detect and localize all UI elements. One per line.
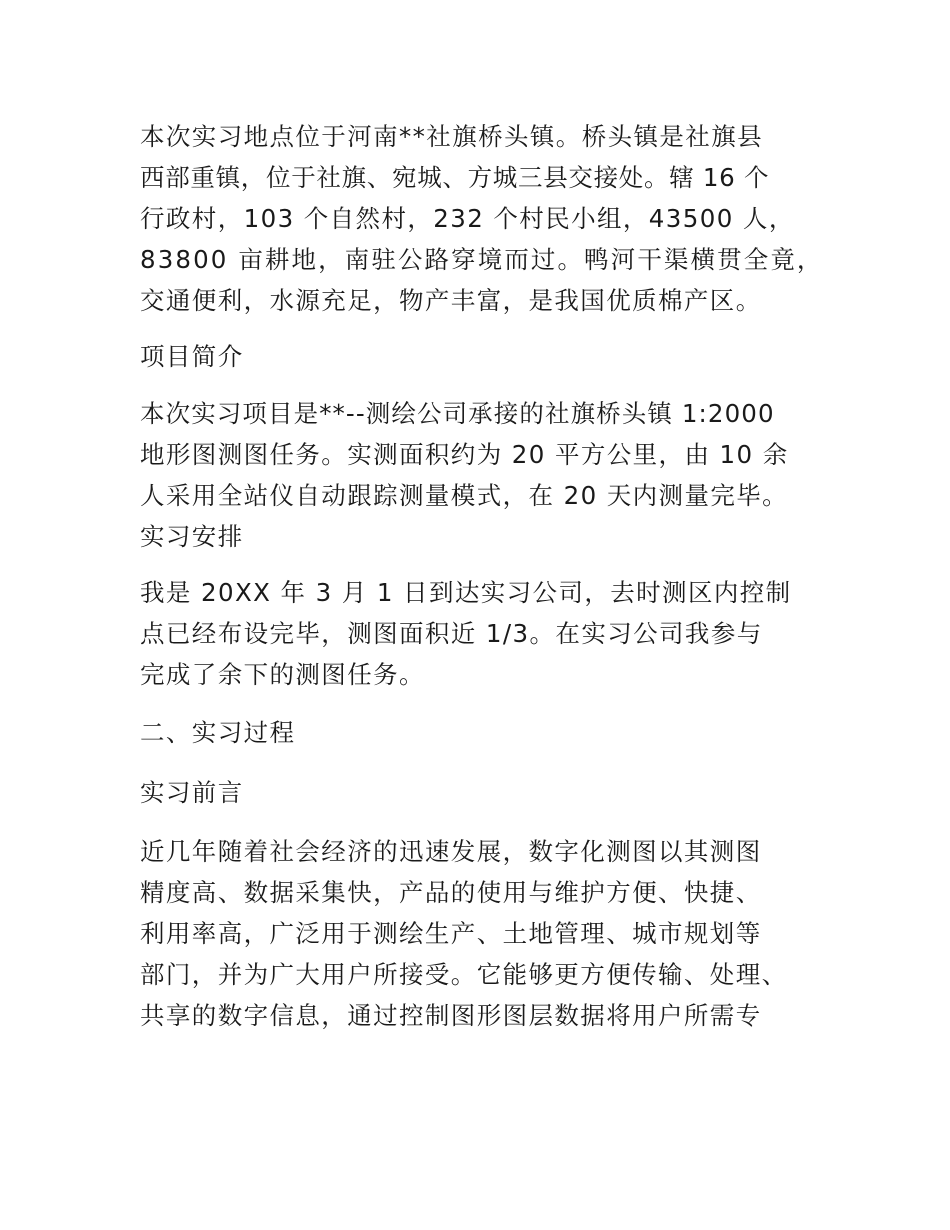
section-heading: 实习前言 (140, 778, 244, 807)
section-heading: 项目简介 (140, 342, 244, 371)
text-line: 点已经布设完毕，测图面积近 1/3。在实习公司我参与 (140, 619, 763, 648)
heading-process (140, 712, 830, 753)
text-line: 行政村，103 个自然村，232 个村民小组，43500 人， (140, 204, 795, 233)
section-heading: 二、实习过程 (140, 718, 296, 747)
text-line: 83800 亩耕地，南驻公路穿境而过。鸭河干渠横贯全竟， (140, 245, 824, 274)
text-line: 人采用全站仪自动跟踪测量模式，在 20 天内测量完毕。 (140, 481, 789, 510)
text-line: 完成了余下的测图任务。 (140, 660, 425, 689)
paragraph-intro-location (140, 116, 830, 321)
heading-project-intro (140, 336, 830, 377)
text-line: 西部重镇，位于社旗、宛城、方城三县交接处。辖 16 个 (140, 163, 770, 192)
text-line: 我是 20XX 年 3 月 1 日到达实习公司，去时测区内控制 (140, 578, 792, 607)
paragraph-preface (140, 831, 830, 1036)
text-line: 精度高、数据采集快，产品的使用与维护方便、快捷、 (140, 878, 762, 907)
text-line: 部门，并为广大用户所接受。它能够更方便传输、处理、 (140, 960, 788, 989)
heading-preface (140, 772, 830, 813)
paragraph-arrangement (140, 572, 830, 695)
document-page (140, 116, 830, 1036)
text-line: 交通便利，水源充足，物产丰富，是我国优质棉产区。 (140, 286, 762, 315)
text-line: 实习安排 (140, 522, 244, 551)
text-line: 近几年随着社会经济的迅速发展，数字化测图以其测图 (140, 837, 762, 866)
text-line: 利用率高，广泛用于测绘生产、土地管理、城市规划等 (140, 919, 762, 948)
text-line: 本次实习项目是**--测绘公司承接的社旗桥头镇 1:2000 (140, 399, 775, 428)
text-line: 本次实习地点位于河南**社旗桥头镇。桥头镇是社旗县 (140, 122, 763, 151)
paragraph-project-description (140, 393, 830, 557)
text-line: 共享的数字信息，通过控制图形图层数据将用户所需专 (140, 1001, 762, 1030)
text-line: 地形图测图任务。实测面积约为 20 平方公里，由 10 余 (140, 440, 789, 469)
